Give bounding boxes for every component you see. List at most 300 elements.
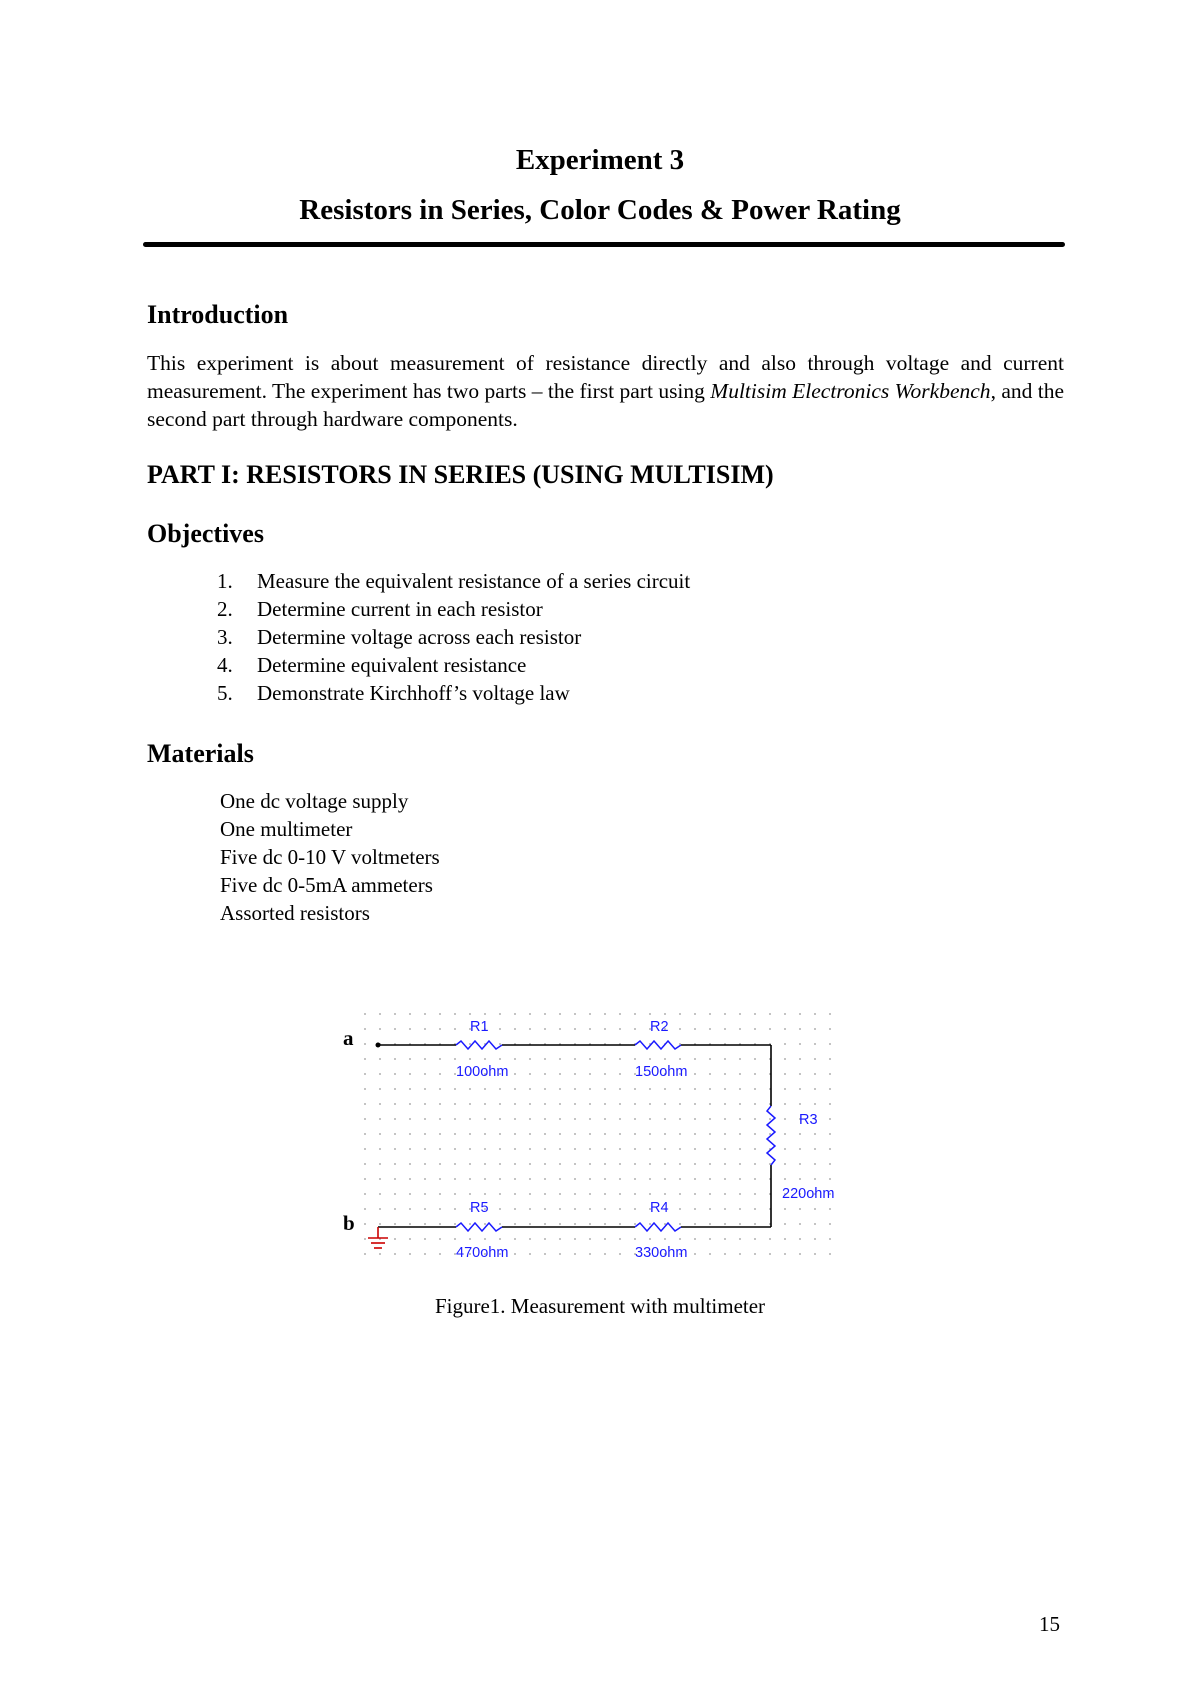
grid-dot	[364, 1073, 366, 1075]
grid-dot	[514, 1208, 516, 1210]
grid-dot	[544, 1058, 546, 1060]
grid-dot	[529, 1208, 531, 1210]
grid-dot	[589, 1238, 591, 1240]
grid-dot	[439, 1028, 441, 1030]
grid-dot	[694, 1028, 696, 1030]
grid-dot	[694, 1118, 696, 1120]
grid-dot	[619, 1223, 621, 1225]
grid-dot	[739, 1193, 741, 1195]
grid-dot	[379, 1178, 381, 1180]
grid-dot	[784, 1088, 786, 1090]
grid-dot	[619, 1238, 621, 1240]
grid-dot	[514, 1238, 516, 1240]
grid-dot	[829, 1103, 831, 1105]
grid-dot	[604, 1163, 606, 1165]
grid-dot	[724, 1088, 726, 1090]
grid-dot	[814, 1223, 816, 1225]
grid-dot	[499, 1028, 501, 1030]
grid-dot	[529, 1013, 531, 1015]
grid-dot	[589, 1013, 591, 1015]
grid-dot	[649, 1163, 651, 1165]
grid-dot	[499, 1193, 501, 1195]
grid-dot	[694, 1073, 696, 1075]
grid-dot	[544, 1028, 546, 1030]
grid-dot	[754, 1253, 756, 1255]
grid-dot	[649, 1103, 651, 1105]
grid-dot	[709, 1238, 711, 1240]
grid-dot	[649, 1178, 651, 1180]
grid-dot	[754, 1013, 756, 1015]
grid-dot	[604, 1028, 606, 1030]
grid-dot	[634, 1163, 636, 1165]
grid-dot	[829, 1208, 831, 1210]
grid-dot	[799, 1208, 801, 1210]
grid-dot	[409, 1193, 411, 1195]
grid-dot	[769, 1028, 771, 1030]
grid-dot	[664, 1103, 666, 1105]
intro-text-before: This experiment is about measurement of resistance directly and also through voltage and current measurement. The experiment has two parts – the first part using	[147, 351, 1064, 403]
grid-dot	[454, 1118, 456, 1120]
grid-dot	[589, 1073, 591, 1075]
grid-dot	[454, 1088, 456, 1090]
grid-dot	[799, 1148, 801, 1150]
part1-heading: PART I: RESISTORS IN SERIES (USING MULTISIM)	[147, 460, 774, 489]
grid-dot	[814, 1043, 816, 1045]
r4-value: 330ohm	[635, 1245, 688, 1261]
grid-dot	[649, 1013, 651, 1015]
grid-dot	[544, 1238, 546, 1240]
grid-dot	[514, 1148, 516, 1150]
grid-dot	[604, 1148, 606, 1150]
grid-dot	[394, 1223, 396, 1225]
grid-dot	[724, 1178, 726, 1180]
grid-dot	[409, 1028, 411, 1030]
grid-dot	[409, 1133, 411, 1135]
grid-dot	[424, 1133, 426, 1135]
grid-dot	[529, 1163, 531, 1165]
grid-dot	[379, 1208, 381, 1210]
grid-dot	[379, 1103, 381, 1105]
list-item	[217, 651, 690, 679]
grid-dot	[724, 1223, 726, 1225]
grid-dot	[649, 1133, 651, 1135]
grid-dot	[664, 1013, 666, 1015]
grid-dot	[634, 1103, 636, 1105]
grid-dot	[694, 1253, 696, 1255]
grid-dot	[364, 1013, 366, 1015]
grid-dot	[784, 1028, 786, 1030]
resistor-r2-icon	[635, 1041, 681, 1049]
grid-dot	[739, 1148, 741, 1150]
list-item: Five dc 0-10 V voltmeters	[220, 845, 440, 869]
r4-name: R4	[650, 1200, 669, 1216]
grid-dot	[424, 1223, 426, 1225]
grid-dot	[709, 1133, 711, 1135]
grid-dot	[754, 1148, 756, 1150]
grid-dot	[499, 1118, 501, 1120]
grid-dot	[679, 1058, 681, 1060]
grid-dot	[829, 1118, 831, 1120]
grid-dot	[484, 1223, 486, 1225]
grid-dot	[679, 1013, 681, 1015]
grid-dot	[769, 1238, 771, 1240]
grid-dot	[739, 1178, 741, 1180]
grid-dot	[364, 1238, 366, 1240]
grid-dot	[709, 1013, 711, 1015]
grid-dot	[709, 1103, 711, 1105]
grid-dot	[379, 1013, 381, 1015]
materials-list	[220, 787, 440, 927]
grid-dot	[364, 1118, 366, 1120]
grid-dot	[469, 1043, 471, 1045]
resistor-r5-icon	[456, 1223, 502, 1231]
grid-dot	[664, 1178, 666, 1180]
grid-dot	[664, 1148, 666, 1150]
grid-dot	[694, 1193, 696, 1195]
grid-dot	[574, 1118, 576, 1120]
grid-dot	[619, 1253, 621, 1255]
grid-dot	[679, 1103, 681, 1105]
grid-dot	[574, 1163, 576, 1165]
grid-dot	[634, 1238, 636, 1240]
grid-dot	[739, 1028, 741, 1030]
grid-dot	[409, 1058, 411, 1060]
grid-dot	[604, 1223, 606, 1225]
grid-dot	[664, 1238, 666, 1240]
grid-dot	[634, 1178, 636, 1180]
grid-dot	[829, 1133, 831, 1135]
grid-dot	[439, 1238, 441, 1240]
grid-dot	[364, 1163, 366, 1165]
grid-dot	[604, 1193, 606, 1195]
grid-dot	[364, 1223, 366, 1225]
grid-dot	[829, 1223, 831, 1225]
grid-dot	[679, 1238, 681, 1240]
grid-dot	[559, 1073, 561, 1075]
grid-dot	[454, 1208, 456, 1210]
grid-dot	[754, 1028, 756, 1030]
grid-dot	[814, 1028, 816, 1030]
grid-dot	[574, 1178, 576, 1180]
r3-name: R3	[799, 1112, 818, 1128]
grid-dot	[379, 1253, 381, 1255]
grid-dot	[739, 1223, 741, 1225]
grid-dot	[754, 1118, 756, 1120]
grid-dot	[739, 1073, 741, 1075]
list-item	[217, 623, 690, 651]
grid-dot	[604, 1178, 606, 1180]
grid-dot	[649, 1223, 651, 1225]
grid-dot	[814, 1253, 816, 1255]
grid-dot	[439, 1208, 441, 1210]
grid-dot	[469, 1133, 471, 1135]
grid-dot	[364, 1253, 366, 1255]
grid-dot	[679, 1193, 681, 1195]
grid-dot	[724, 1193, 726, 1195]
grid-dot	[394, 1058, 396, 1060]
grid-dot	[799, 1028, 801, 1030]
grid-dot	[529, 1088, 531, 1090]
grid-dot	[679, 1223, 681, 1225]
grid-dot	[814, 1088, 816, 1090]
grid-dot	[619, 1073, 621, 1075]
grid-dot	[484, 1133, 486, 1135]
grid-dot	[454, 1178, 456, 1180]
grid-dot	[484, 1238, 486, 1240]
grid-dot	[514, 1088, 516, 1090]
grid-dot	[559, 1238, 561, 1240]
grid-dot	[454, 1013, 456, 1015]
grid-dot	[739, 1253, 741, 1255]
grid-dot	[379, 1118, 381, 1120]
resistor-r1-icon	[456, 1041, 502, 1049]
grid-dot	[454, 1193, 456, 1195]
r1-name: R1	[470, 1019, 489, 1035]
list-item: One multimeter	[220, 817, 353, 841]
grid-dot	[724, 1118, 726, 1120]
resistor-labels	[456, 1019, 834, 1261]
grid-dot	[754, 1163, 756, 1165]
grid-dot	[589, 1208, 591, 1210]
grid-dot	[649, 1193, 651, 1195]
grid-dot	[424, 1013, 426, 1015]
grid-dot	[814, 1058, 816, 1060]
grid-dot	[574, 1223, 576, 1225]
grid-dot	[394, 1253, 396, 1255]
grid-dot	[634, 1193, 636, 1195]
item-number: 5.	[217, 681, 233, 705]
r5-name: R5	[470, 1200, 489, 1216]
grid-dot	[634, 1088, 636, 1090]
grid-dot	[574, 1208, 576, 1210]
grid-dot	[664, 1118, 666, 1120]
grid-dot	[559, 1013, 561, 1015]
grid-dot	[499, 1238, 501, 1240]
grid-dot	[439, 1118, 441, 1120]
item-number: 1.	[217, 569, 233, 593]
grid-dot	[709, 1193, 711, 1195]
grid-dot	[469, 1163, 471, 1165]
grid-dot	[454, 1148, 456, 1150]
grid-dot	[499, 1103, 501, 1105]
grid-dot	[784, 1133, 786, 1135]
grid-dot	[814, 1238, 816, 1240]
grid-dot	[439, 1193, 441, 1195]
grid-dot	[529, 1058, 531, 1060]
list-item	[217, 567, 690, 595]
grid-dot	[424, 1148, 426, 1150]
grid-dot	[679, 1148, 681, 1150]
grid-dot	[589, 1103, 591, 1105]
grid-dot	[694, 1178, 696, 1180]
grid-dot	[619, 1028, 621, 1030]
grid-dot	[484, 1193, 486, 1195]
grid-dot	[604, 1253, 606, 1255]
grid-dot	[679, 1028, 681, 1030]
grid-dot	[619, 1133, 621, 1135]
grid-dot	[469, 1238, 471, 1240]
grid-dot	[409, 1118, 411, 1120]
grid-dot	[514, 1103, 516, 1105]
grid-dot	[514, 1253, 516, 1255]
item-number: 3.	[217, 625, 233, 649]
grid-dot	[784, 1148, 786, 1150]
grid-dot	[454, 1133, 456, 1135]
r1-value: 100ohm	[456, 1064, 509, 1080]
grid-dot	[469, 1223, 471, 1225]
grid-dot	[469, 1148, 471, 1150]
grid-dot	[589, 1253, 591, 1255]
document-subtitle: Resistors in Series, Color Codes & Power Rating	[299, 194, 901, 226]
grid-dot	[409, 1088, 411, 1090]
grid-dot	[634, 1208, 636, 1210]
grid-dot	[469, 1178, 471, 1180]
grid-dot	[409, 1208, 411, 1210]
grid-dot	[829, 1043, 831, 1045]
grid-dot	[619, 1208, 621, 1210]
grid-dot	[829, 1178, 831, 1180]
grid-dot	[424, 1208, 426, 1210]
grid-dot	[394, 1133, 396, 1135]
introduction-paragraph	[147, 349, 1064, 433]
ground-icon	[368, 1227, 388, 1248]
grid-dot	[679, 1208, 681, 1210]
grid-dot	[529, 1118, 531, 1120]
grid-dot	[634, 1118, 636, 1120]
grid-dot	[814, 1103, 816, 1105]
node-a-label: a	[343, 1026, 354, 1050]
grid-dot	[514, 1163, 516, 1165]
grid-dot	[649, 1148, 651, 1150]
grid-dot	[829, 1058, 831, 1060]
grid-dot	[379, 1223, 381, 1225]
grid-dot	[559, 1253, 561, 1255]
grid-dot	[379, 1163, 381, 1165]
grid-dot	[694, 1163, 696, 1165]
grid-dot	[784, 1208, 786, 1210]
grid-dot	[529, 1148, 531, 1150]
introduction-heading: Introduction	[147, 300, 289, 329]
grid-dot	[604, 1013, 606, 1015]
grid-dot	[454, 1223, 456, 1225]
grid-dot	[589, 1133, 591, 1135]
grid-dot	[499, 1148, 501, 1150]
grid-dot	[619, 1013, 621, 1015]
grid-dot	[634, 1028, 636, 1030]
grid-dot	[424, 1238, 426, 1240]
grid-dot	[574, 1013, 576, 1015]
grid-dot	[724, 1103, 726, 1105]
grid-dot	[499, 1223, 501, 1225]
grid-dot	[544, 1208, 546, 1210]
grid-dot	[754, 1088, 756, 1090]
grid-dot	[694, 1013, 696, 1015]
grid-dot	[739, 1238, 741, 1240]
grid-dot	[394, 1208, 396, 1210]
list-item: Five dc 0-5mA ammeters	[220, 873, 433, 897]
intro-software-name: Multisim Electronics Workbench	[710, 379, 991, 403]
grid-dot	[709, 1223, 711, 1225]
grid-dot	[754, 1178, 756, 1180]
grid-dot	[529, 1103, 531, 1105]
grid-dot	[499, 1133, 501, 1135]
grid-dot	[364, 1148, 366, 1150]
grid-dot	[724, 1028, 726, 1030]
grid-dot	[559, 1178, 561, 1180]
r3-value: 220ohm	[782, 1186, 835, 1202]
grid-dot	[574, 1103, 576, 1105]
grid-dot	[724, 1163, 726, 1165]
grid-dot	[484, 1178, 486, 1180]
item-text: Determine voltage across each resistor	[257, 625, 582, 649]
grid-dot	[589, 1058, 591, 1060]
item-text: Determine equivalent resistance	[257, 653, 527, 677]
grid-dot	[379, 1088, 381, 1090]
document-title: Experiment 3	[515, 144, 685, 176]
grid-dot	[544, 1178, 546, 1180]
grid-dot	[499, 1178, 501, 1180]
item-text: Measure the equivalent resistance of a series circuit	[257, 569, 691, 593]
grid-dot	[739, 1118, 741, 1120]
grid-dot	[559, 1133, 561, 1135]
grid-dot	[634, 1148, 636, 1150]
grid-dot	[424, 1118, 426, 1120]
grid-dot	[829, 1238, 831, 1240]
grid-dot	[439, 1058, 441, 1060]
grid-dot	[694, 1208, 696, 1210]
grid-dot	[589, 1118, 591, 1120]
list-item: Assorted resistors	[220, 901, 370, 925]
list-item	[217, 595, 690, 623]
grid-dot	[364, 1178, 366, 1180]
grid-dot	[409, 1163, 411, 1165]
grid-dot	[634, 1058, 636, 1060]
grid-dot	[574, 1193, 576, 1195]
grid-dot	[409, 1148, 411, 1150]
grid-dot	[589, 1193, 591, 1195]
grid-dot	[559, 1223, 561, 1225]
grid-dot	[424, 1073, 426, 1075]
grid-dot	[424, 1163, 426, 1165]
grid-dot	[724, 1208, 726, 1210]
grid-dot	[724, 1148, 726, 1150]
grid-dot	[604, 1073, 606, 1075]
grid-dot	[589, 1163, 591, 1165]
grid-dot	[829, 1088, 831, 1090]
series-circuit-diagram	[330, 1000, 860, 1270]
grid-dot	[799, 1238, 801, 1240]
grid-dot	[694, 1058, 696, 1060]
grid-dot	[784, 1253, 786, 1255]
grid-dot	[754, 1193, 756, 1195]
grid-dot	[499, 1163, 501, 1165]
list-item: One dc voltage supply	[220, 789, 409, 813]
grid-dot	[619, 1103, 621, 1105]
grid-dot	[754, 1058, 756, 1060]
grid-dot	[514, 1028, 516, 1030]
grid-dot	[619, 1178, 621, 1180]
grid-dot	[619, 1193, 621, 1195]
grid-dot	[634, 1133, 636, 1135]
grid-dot	[709, 1073, 711, 1075]
grid-dot	[409, 1178, 411, 1180]
grid-dot	[619, 1088, 621, 1090]
grid-dot	[439, 1133, 441, 1135]
grid-dot	[799, 1088, 801, 1090]
grid-dot	[829, 1073, 831, 1075]
grid-dot	[574, 1133, 576, 1135]
grid-dot	[409, 1223, 411, 1225]
